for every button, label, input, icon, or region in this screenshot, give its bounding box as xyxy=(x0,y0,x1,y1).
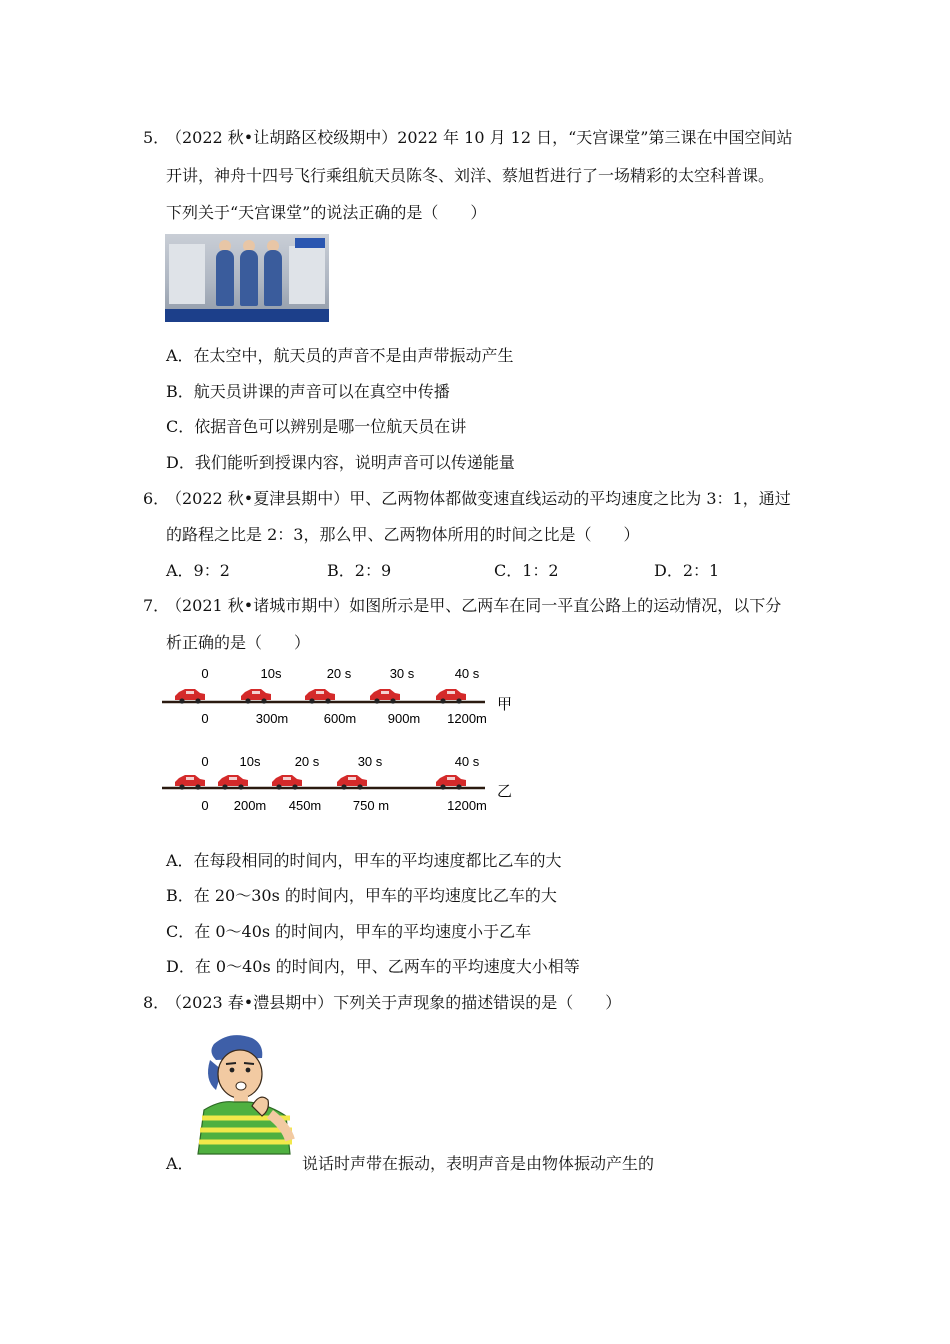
q5-option-b: B．航天员讲课的声音可以在真空中传播 xyxy=(166,382,450,401)
q5-option-d: D．我们能听到授课内容，说明声音可以传递能量 xyxy=(166,453,515,472)
q6-number: 6． xyxy=(143,489,170,508)
jia-distance-1: 300m xyxy=(255,711,289,726)
jia-time-3: 30 s xyxy=(389,666,415,681)
q7-option-a: A．在每段相同的时间内，甲车的平均速度都比乙车的大 xyxy=(166,851,562,870)
q7-stem-line2: 析正确的是（ ） xyxy=(166,633,311,652)
q7-stem-line1: （2021 秋•诸城市期中）如图所示是甲、乙两车在同一平直公路上的运动情况，以下分 xyxy=(166,596,782,615)
q8-stem-line1: （2023 春•澧县期中）下列关于声现象的描述错误的是（ ） xyxy=(166,993,622,1012)
q6-stem-line2: 的路程之比是 2：3，那么甲、乙两物体所用的时间之比是（ ） xyxy=(166,525,640,544)
yi-time-4: 40 s xyxy=(454,754,480,769)
jia-time-1: 10s xyxy=(260,666,282,681)
q5-option-a: A．在太空中，航天员的声音不是由声带振动产生 xyxy=(166,346,514,365)
jia-time-4: 40 s xyxy=(454,666,480,681)
q5-number: 5． xyxy=(143,128,170,147)
yi-distance-0: 0 xyxy=(201,798,209,813)
q8-option-a-text: 说话时声带在振动，表明声音是由物体振动产生的 xyxy=(302,1154,655,1173)
yi-label: 乙 xyxy=(497,782,513,800)
jia-distance-2: 600m xyxy=(323,711,357,726)
jia-distance-4: 1200m xyxy=(447,711,487,726)
q7-option-b: B．在 20～30s 的时间内，甲车的平均速度比乙车的大 xyxy=(166,886,557,905)
q6-option-b: B．2：9 xyxy=(327,561,392,580)
yi-time-0: 0 xyxy=(201,754,209,769)
yi-distance-4: 1200m xyxy=(447,798,487,813)
jia-distance-0: 0 xyxy=(201,711,209,726)
jia-distance-3: 900m xyxy=(387,711,421,726)
q5-stem-line3: 下列关于“天宫课堂”的说法正确的是（ ） xyxy=(166,203,487,222)
q7-option-d: D．在 0～40s 的时间内，甲、乙两车的平均速度大小相等 xyxy=(166,957,580,976)
yi-time-3: 30 s xyxy=(357,754,383,769)
jia-label: 甲 xyxy=(497,695,513,713)
car-row-yi xyxy=(162,754,512,813)
yi-distance-3: 750 m xyxy=(352,798,390,813)
q5-stem-line2: 开讲，神舟十四号飞行乘组航天员陈冬、刘洋、蔡旭哲进行了一场精彩的太空科普课。 xyxy=(166,166,775,185)
q6-option-c: C．1：2 xyxy=(494,561,559,580)
q8-number: 8． xyxy=(143,993,170,1012)
speaking-boy-illustration xyxy=(190,1030,302,1160)
q6-option-a: A．9：2 xyxy=(166,561,230,580)
q5-option-c: C．依据音色可以辨别是哪一位航天员在讲 xyxy=(166,417,467,436)
tiangong-classroom-photo xyxy=(165,234,329,322)
q8-option-a-letter: A． xyxy=(166,1154,194,1173)
yi-time-1: 10s xyxy=(239,754,261,769)
q6-option-d: D．2：1 xyxy=(654,561,720,580)
car-row-jia xyxy=(162,666,512,726)
yi-time-2: 20 s xyxy=(294,754,320,769)
jia-time-2: 20 s xyxy=(326,666,352,681)
q7-number: 7． xyxy=(143,596,170,615)
yi-distance-1: 200m xyxy=(233,798,267,813)
jia-time-0: 0 xyxy=(201,666,209,681)
q6-stem-line1: （2022 秋•夏津县期中）甲、乙两物体都做变速直线运动的平均速度之比为 3：1，通过 xyxy=(166,489,791,508)
yi-distance-2: 450m xyxy=(288,798,322,813)
q7-option-c: C．在 0～40s 的时间内，甲车的平均速度小于乙车 xyxy=(166,922,532,941)
q5-stem-line1: （2022 秋•让胡路区校级期中）2022 年 10 月 12 日，“天宫课堂”第三课在中国空间站 xyxy=(166,128,793,147)
car-motion-figure xyxy=(155,660,525,820)
